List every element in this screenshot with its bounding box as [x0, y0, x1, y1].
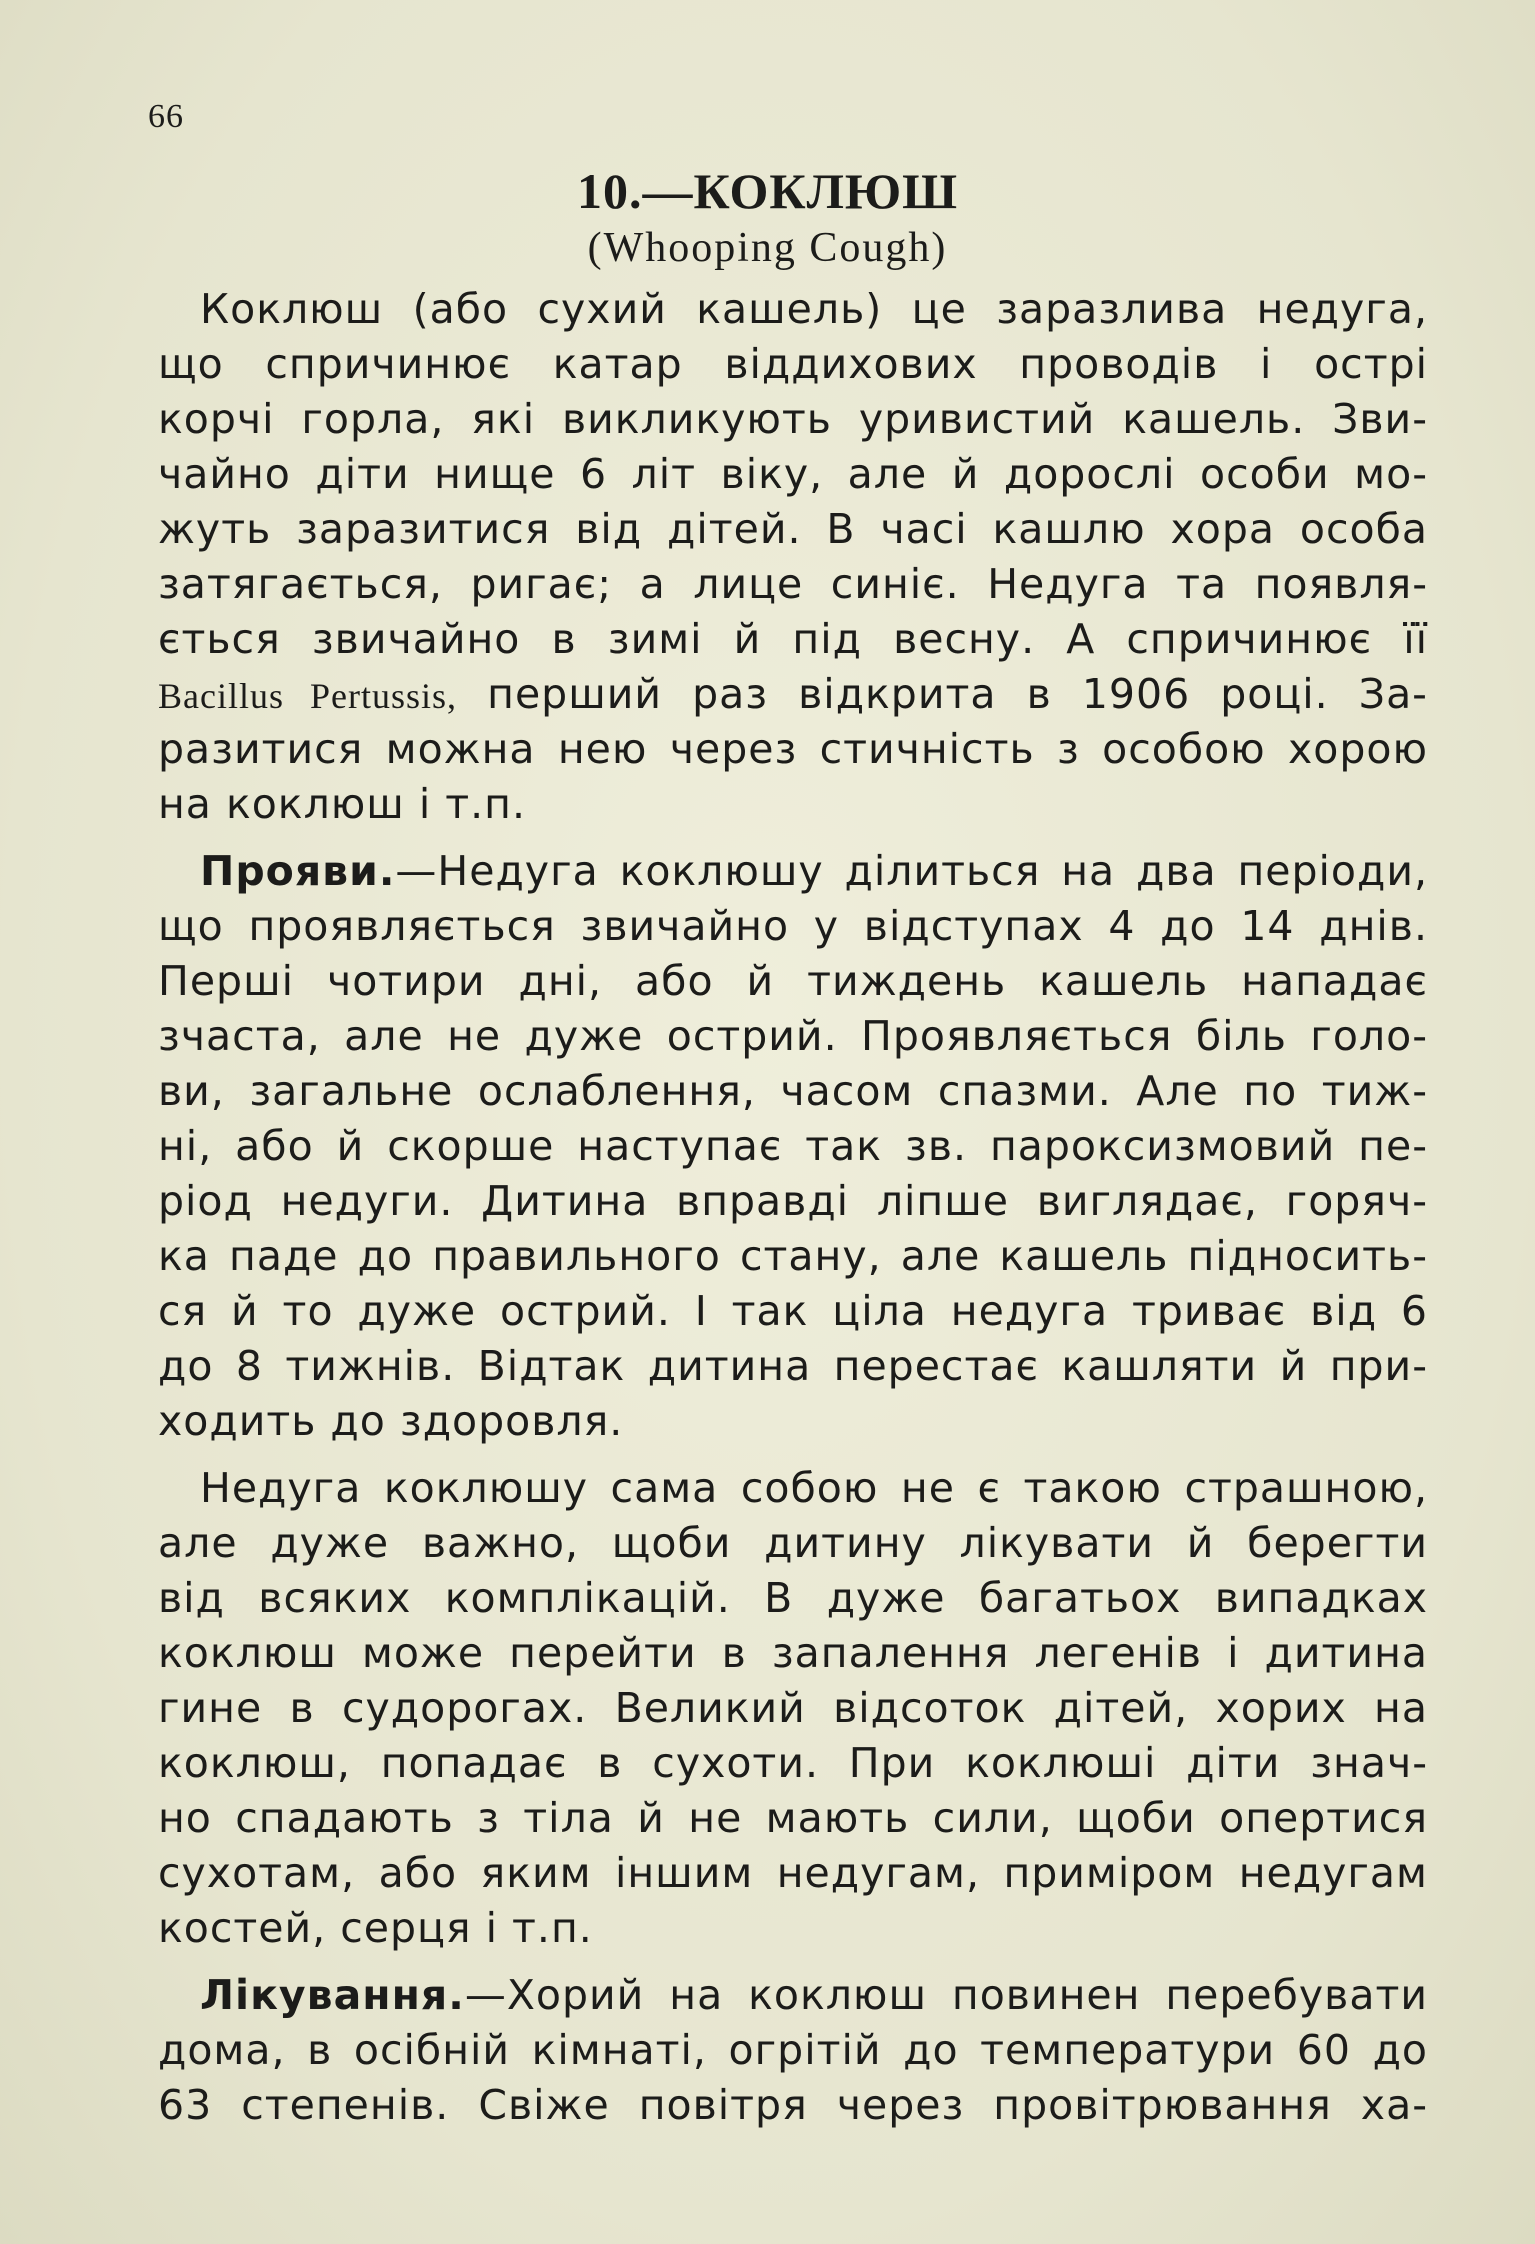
text-line: що спричинює катар віддихових проводів і острі	[158, 340, 1428, 388]
section-heading-treatment: Лікування.	[200, 1971, 465, 2019]
text-line: ріод недуги. Дитина вправді ліпше виглядає, горяч-	[158, 1177, 1428, 1225]
text-line-rest: —Недуга коклюшу ділиться на два періоди,	[395, 847, 1428, 895]
text-line: костей, серця і т.п.	[158, 1904, 593, 1952]
text-line: коклюш може перейти в запалення легенів і дитина	[158, 1629, 1428, 1677]
text-line: чайно діти нище 6 літ віку, але й дорослі особи мо-	[158, 450, 1428, 498]
text-line: корчі горла, які викликують уривистий кашель. Зви-	[158, 395, 1428, 443]
text-line: гине в судорогах. Великий відсоток дітей, хорих на	[158, 1684, 1428, 1732]
text-line	[158, 844, 1428, 899]
text-line: разитися можна нею через стичність з особою хорою	[158, 725, 1428, 773]
text-line: Недуга коклюшу сама собою не є такою страшною,	[200, 1464, 1428, 1512]
paragraph-symptoms	[158, 844, 1428, 1449]
text-line: що проявляється звичайно у відступах 4 до 14 днів.	[158, 902, 1428, 950]
text-line: жуть заразитися від дітей. В часі кашлю хора особа	[158, 505, 1428, 553]
text-line: но спадають з тіла й не мають сили, щоби опертися	[158, 1794, 1428, 1842]
paragraph-complications	[158, 1461, 1428, 1956]
text-line: ка паде до правильного стану, але кашель підносить-	[158, 1232, 1428, 1280]
text-line: від всяких комплікацій. В дуже багатьох випадках	[158, 1574, 1428, 1622]
text-line	[158, 1968, 1428, 2023]
paragraph-treatment	[158, 1968, 1428, 2133]
chapter-title: 10.—КОКЛЮШ	[576, 163, 959, 219]
text-line: Коклюш (або сухий кашель) це заразлива недуга,	[200, 285, 1428, 333]
text-line: дома, в осібній кімнаті, огрітій до температури 60 до	[158, 2026, 1428, 2074]
text-line-rest: —Хорий на коклюш повинен перебувати	[464, 1971, 1428, 2019]
page-number: 66	[148, 98, 184, 135]
text-line: ся й то дуже острий. І так ціла недуга триває від 6	[158, 1287, 1428, 1335]
text-line: але дуже важно, щоби дитину лікувати й берегти	[158, 1519, 1428, 1567]
text-line: 63 степенів. Свіже повітря через провітрювання ха-	[158, 2081, 1428, 2129]
text-line: ні, або й скорше наступає так зв. пароксизмовий пе-	[158, 1122, 1428, 1170]
text-line: зчаста, але не дуже острий. Проявляється біль голо-	[158, 1012, 1428, 1060]
text-line: ходить до здоровля.	[158, 1397, 624, 1445]
text-line: ви, загальне ослаблення, часом спазми. Але по тиж-	[158, 1067, 1428, 1115]
section-heading-symptoms: Прояви.	[200, 847, 396, 895]
body-text	[158, 282, 1428, 2133]
text-line: ється звичайно в зимі й під весну. А спричинює її	[158, 615, 1428, 663]
text-line: Перші чотири дні, або й тиждень кашель нападає	[158, 957, 1428, 1005]
paragraph-intro	[158, 282, 1428, 832]
text-line: на коклюш і т.п.	[158, 780, 527, 828]
text-line: затягається, ригає; а лице синіє. Недуга та появля-	[158, 560, 1428, 608]
text-line: до 8 тижнів. Відтак дитина перестає кашляти й при-	[158, 1342, 1428, 1390]
text-line-rest: перший раз відкрита в 1906 році. За-	[487, 670, 1428, 718]
text-line	[158, 667, 1428, 722]
chapter-subtitle: (Whooping Cough)	[587, 225, 948, 271]
text-line: сухотам, або яким іншим недугам, приміром недугам	[158, 1849, 1428, 1897]
text-line: коклюш, попадає в сухоти. При коклюші діти знач-	[158, 1739, 1428, 1787]
bacillus-name: Bacillus Pertussis,	[158, 676, 458, 716]
